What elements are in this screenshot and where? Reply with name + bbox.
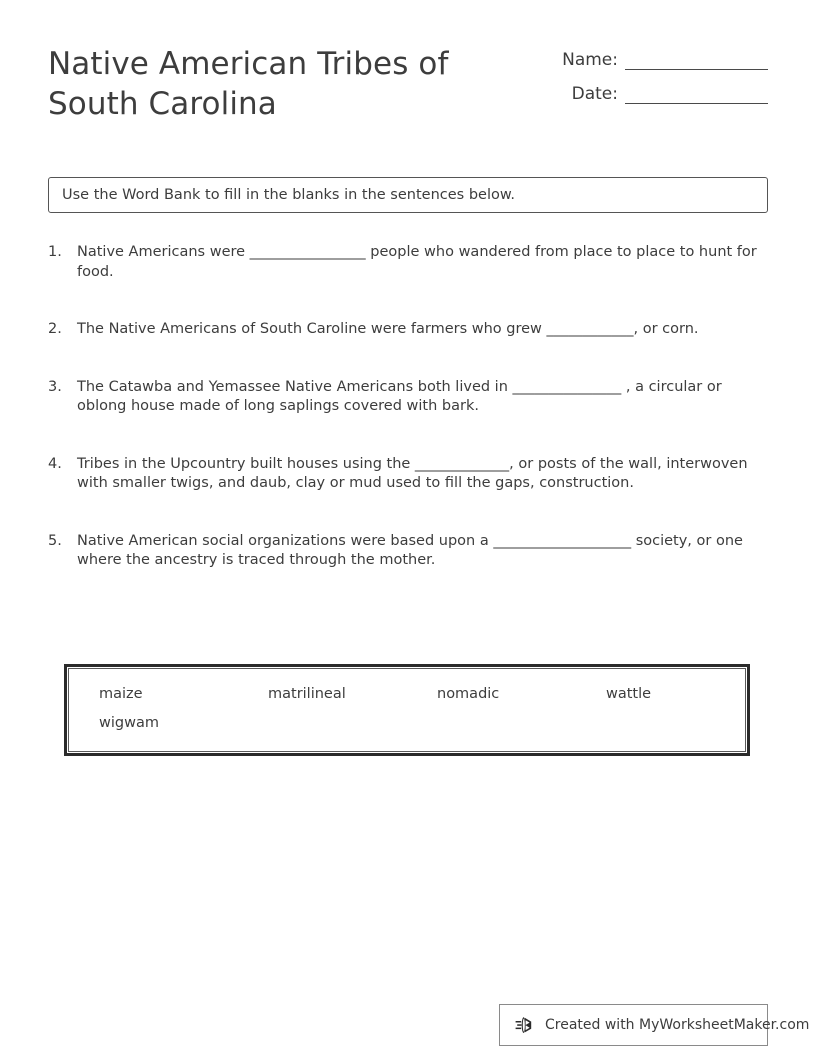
- name-date-fields: [558, 44, 768, 104]
- question-item: [48, 243, 770, 282]
- word-bank-word[interactable]: matrilineal: [268, 686, 346, 702]
- name-write-line[interactable]: [625, 52, 768, 70]
- question-item: [48, 320, 770, 340]
- question-item: [48, 378, 770, 417]
- questions-list: [48, 243, 770, 609]
- question-number: 2.: [48, 321, 62, 337]
- question-text[interactable]: The Native Americans of South Caroline were farmers who grew ____________, or corn.: [77, 321, 699, 337]
- word-bank-inner: [68, 668, 746, 752]
- question-number: 3.: [48, 378, 62, 395]
- word-bank-word[interactable]: maize: [99, 686, 143, 702]
- word-bank-box: [64, 664, 750, 756]
- instructions-box: [48, 177, 768, 213]
- word-bank-word[interactable]: wattle: [606, 686, 652, 702]
- question-item: [48, 455, 770, 494]
- word-bank-word[interactable]: wigwam: [99, 715, 159, 731]
- question-text[interactable]: Tribes in the Upcountry built houses using the _____________, or posts of the wall, interwoven with smaller twigs, and daub, clay or mud used to fill the gaps, construction.: [77, 455, 748, 491]
- myworksheetmaker-logo-icon: [514, 1014, 536, 1036]
- name-field-row: [558, 50, 768, 70]
- date-label: Date:: [571, 84, 618, 104]
- page-title: Native American Tribes of South Carolina: [48, 46, 449, 122]
- created-with-text: Created with MyWorksheetMaker.com: [545, 1017, 810, 1033]
- question-text[interactable]: The Catawba and Yemassee Native Americans both lived in _______________ , a circular or oblong house made of long saplings covered with bark.: [77, 378, 722, 414]
- question-number: 1.: [48, 244, 62, 260]
- worksheet-header: [48, 44, 768, 124]
- created-with-badge[interactable]: [499, 1004, 810, 1046]
- question-text[interactable]: Native Americans were ________________ people who wandered from place to place to hunt for food.: [77, 244, 757, 280]
- question-item: [48, 532, 770, 571]
- date-field-row: [558, 84, 768, 104]
- date-write-line[interactable]: [625, 86, 768, 104]
- word-bank-word[interactable]: nomadic: [437, 686, 500, 702]
- question-text[interactable]: Native American social organizations were based upon a ___________________ society, or one where the ancestry is traced through the mother.: [77, 532, 743, 568]
- instructions-text: Use the Word Bank to fill in the blanks in the sentences below.: [62, 187, 515, 203]
- question-number: 5.: [48, 532, 62, 549]
- name-label: Name:: [562, 50, 618, 70]
- question-number: 4.: [48, 455, 62, 472]
